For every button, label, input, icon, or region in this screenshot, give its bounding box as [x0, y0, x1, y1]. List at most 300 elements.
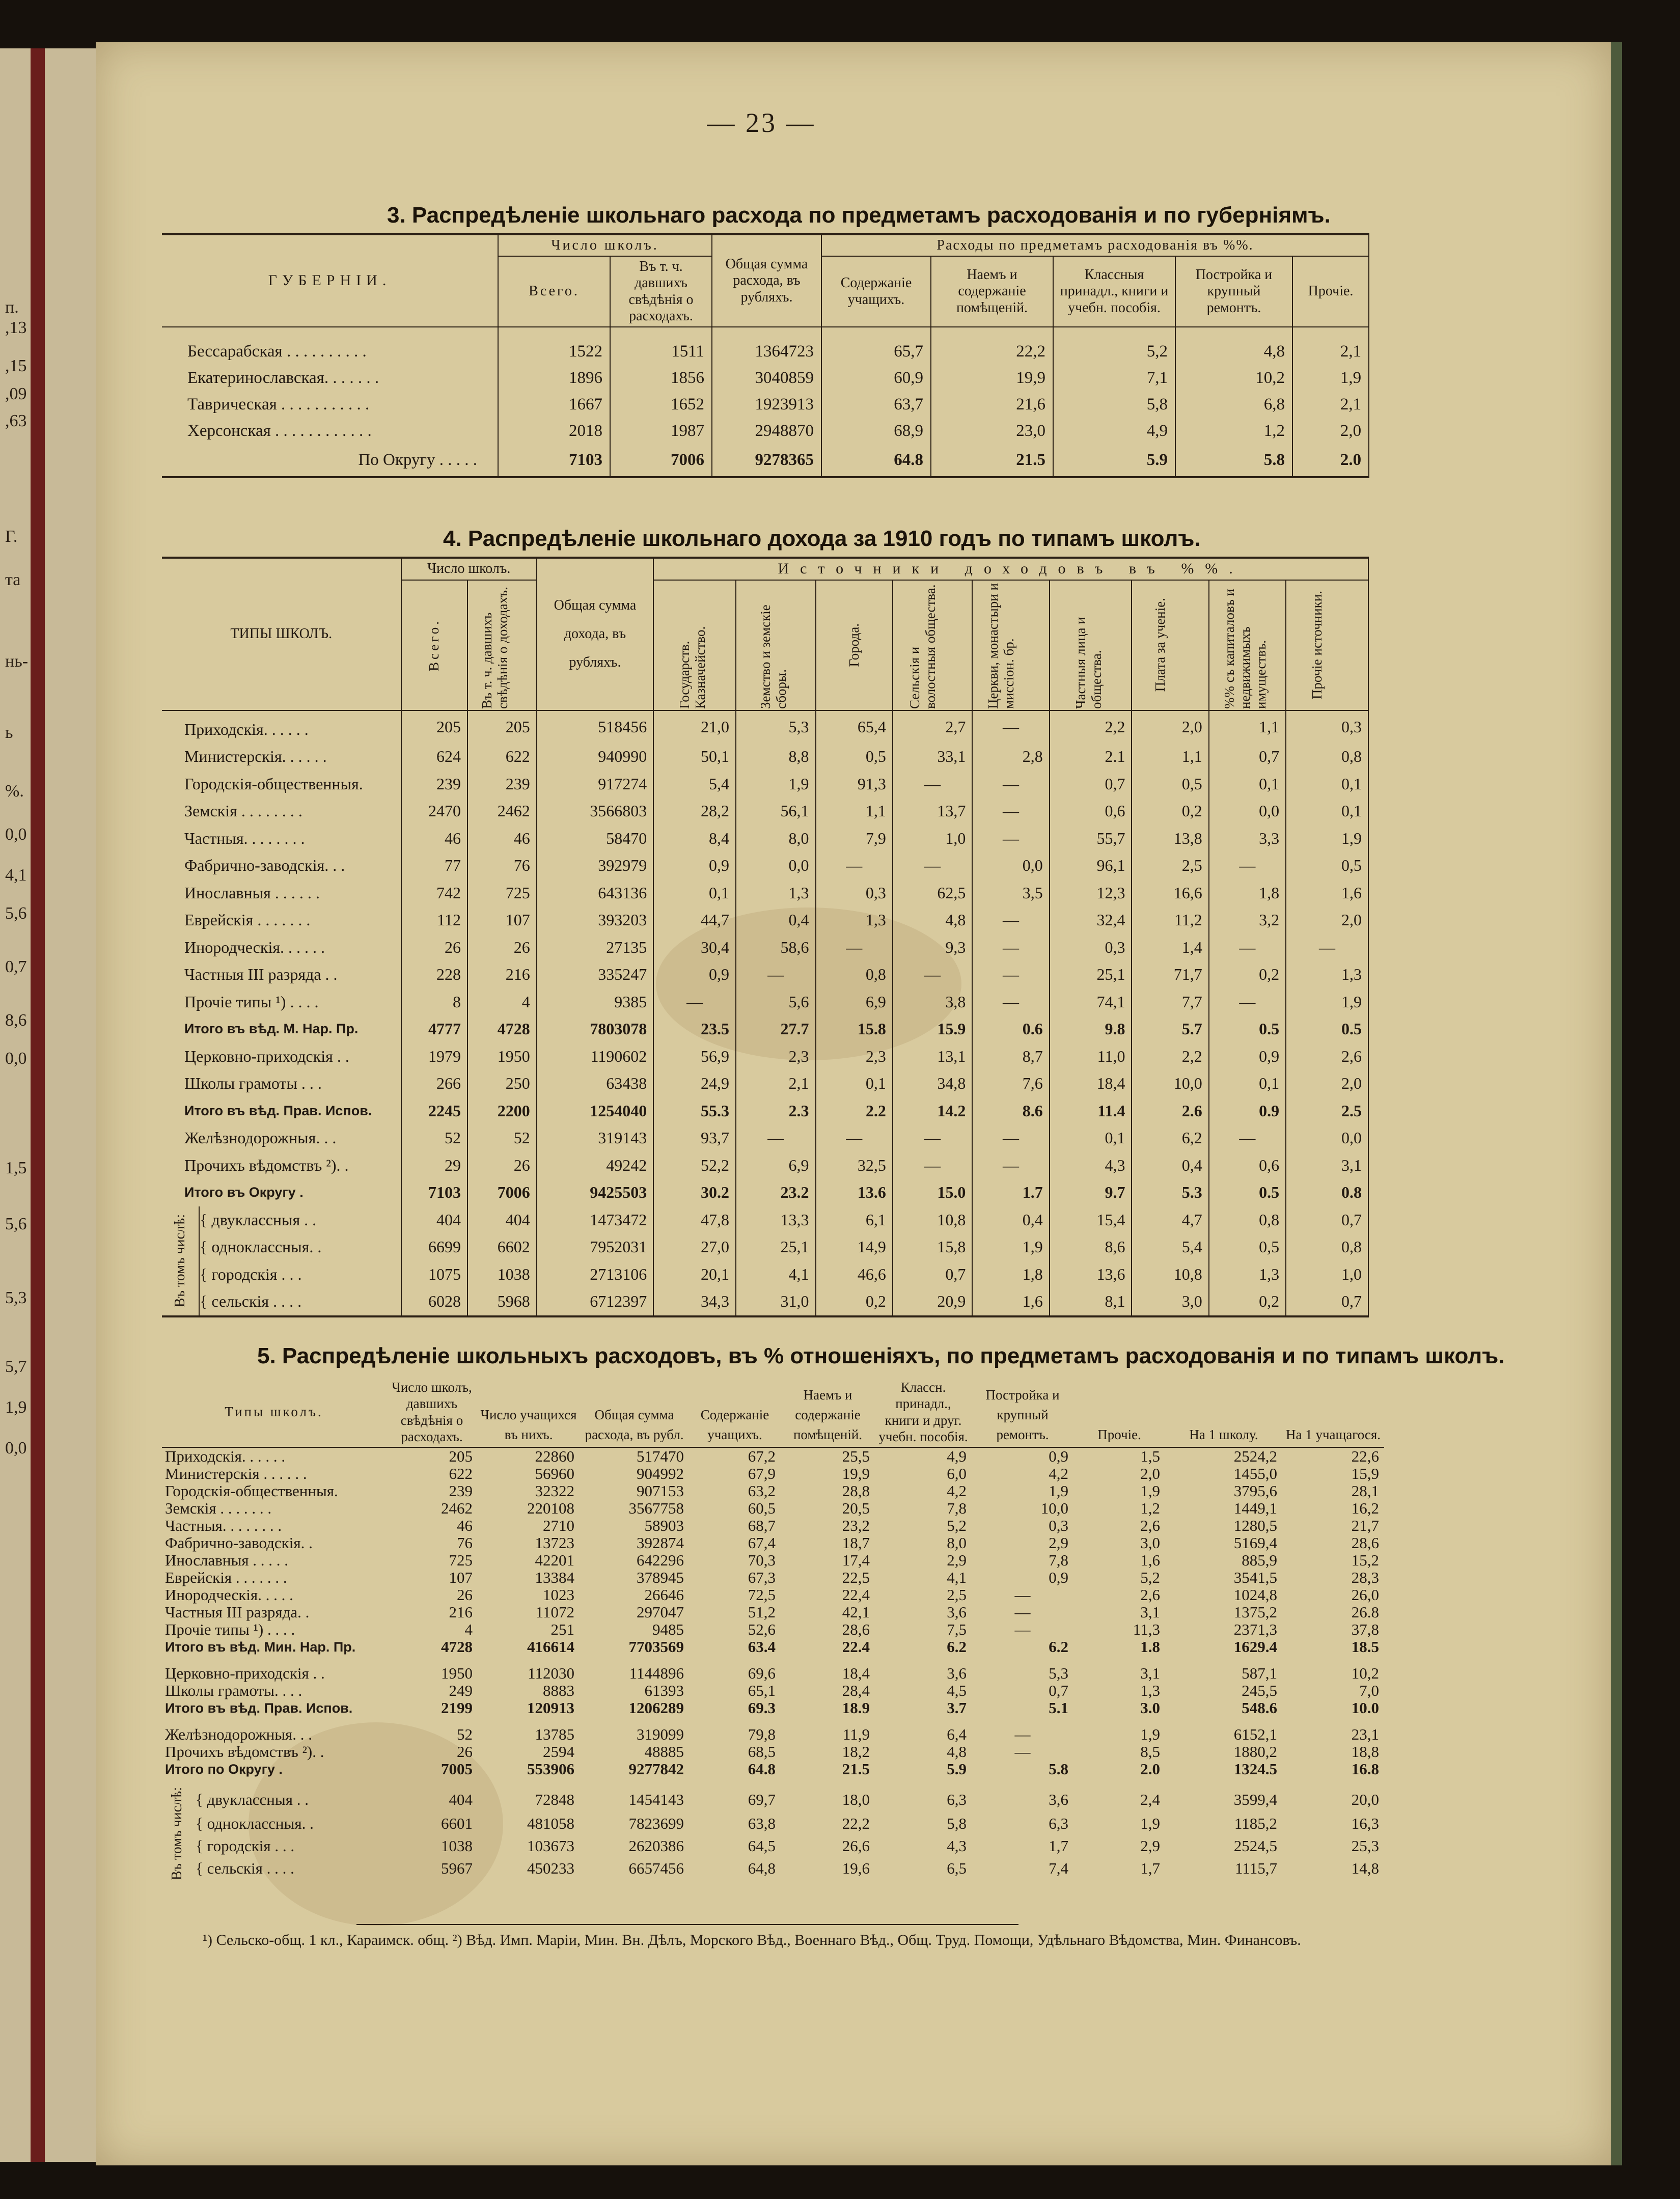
cell-value: 0.9 — [1209, 1097, 1286, 1125]
cell-value: 51,2 — [748, 1603, 776, 1621]
margin-fragment: ,63 — [5, 411, 27, 430]
cell-value: 4,9 — [1053, 418, 1175, 445]
header-expenses-group: Расходы по предметамъ расходованія въ %%. — [821, 234, 1369, 256]
table-row — [162, 1152, 1368, 1179]
cell-value: 0,1 — [653, 879, 736, 907]
cell-value: 249 — [449, 1681, 473, 1699]
table-row — [162, 798, 1368, 825]
cell-value: 642296 — [637, 1551, 684, 1569]
header-total: Всего. — [401, 580, 467, 710]
cell-value: 0,1 — [1050, 1124, 1132, 1152]
cell-value: 46,6 — [816, 1261, 893, 1288]
header-types: ТИПЫ ШКОЛЪ. — [162, 558, 401, 710]
cell-value: — — [972, 825, 1049, 853]
cell-value: 3,2 — [1209, 906, 1286, 934]
cell-value: 2470 — [401, 798, 467, 825]
cell-value: 5.8 — [1049, 1760, 1069, 1778]
cell-value: 5,2 — [947, 1516, 967, 1534]
cell-value: 2.0 — [1140, 1760, 1161, 1778]
cell-value: — — [972, 710, 1049, 744]
cell-value: 0,8 — [1209, 1206, 1286, 1234]
cell-value: 52 — [457, 1725, 473, 1743]
cell-value: 0,6 — [1209, 1152, 1286, 1179]
cell-value: 0,4 — [736, 906, 816, 934]
table-total-row — [162, 1179, 1368, 1206]
cell-value: 0,5 — [1132, 771, 1208, 798]
cell-value: 26 — [457, 1742, 473, 1761]
header-h2: Число учащихся въ нихъ. — [480, 1407, 577, 1443]
header-h6: Классн. принадл., книги и друг. учебн. пособія. — [878, 1380, 968, 1445]
cell-value: 19,9 — [842, 1464, 870, 1482]
cell-value: 0,5 — [816, 743, 893, 771]
cell-value: 7,8 — [1049, 1551, 1069, 1569]
cell-value: 2,4 — [1140, 1790, 1161, 1808]
row-label: { городскія . . . — [196, 1837, 295, 1855]
cell-value: 5,8 — [947, 1814, 967, 1832]
margin-fragment: 0,0 — [5, 1049, 27, 1068]
row-label: { городскія . . . — [199, 1261, 401, 1288]
cell-value: 205 — [401, 710, 467, 744]
table-row — [162, 1743, 1384, 1761]
cell-value: 5,8 — [1053, 392, 1175, 418]
cell-value: 4,1 — [947, 1568, 967, 1586]
cell-value: 3.7 — [947, 1698, 967, 1717]
cell-value: 297047 — [637, 1603, 684, 1621]
cell-value: 319143 — [537, 1124, 654, 1152]
cell-value: 52,6 — [748, 1620, 776, 1638]
row-label: Церковно-приходскія . . — [165, 1664, 325, 1682]
table-row — [162, 392, 1369, 418]
cell-value: 8.6 — [972, 1097, 1049, 1125]
table-row — [162, 1552, 1384, 1569]
cell-value: 2,3 — [736, 1043, 816, 1070]
table4-body — [162, 710, 1368, 1316]
cell-value: 416614 — [527, 1637, 575, 1656]
cell-value: 60,9 — [821, 365, 931, 392]
cell-value: 1075 — [401, 1261, 467, 1288]
cell-value: 9385 — [537, 988, 654, 1016]
header-types: Типы школъ. — [225, 1404, 323, 1420]
table-row — [162, 852, 1368, 879]
table-row — [162, 934, 1368, 961]
margin-fragment: Г. — [5, 527, 18, 546]
cell-value: 23,0 — [931, 418, 1053, 445]
row-label: Земскія . . . . . . . . — [162, 798, 401, 825]
cell-value: 11.4 — [1050, 1097, 1132, 1125]
cell-value: 107 — [467, 906, 537, 934]
cell-value: 1,2 — [1140, 1499, 1161, 1517]
cell-value: 392874 — [637, 1533, 684, 1552]
cell-value: 7823699 — [628, 1814, 684, 1832]
cell-value: 13723 — [535, 1533, 575, 1552]
margin-fragment: ,13 — [5, 318, 27, 337]
cell-value: 2018 — [498, 418, 610, 445]
margin-fragment: %. — [5, 782, 24, 801]
cell-value: 518456 — [537, 710, 654, 744]
cell-value: 31,0 — [736, 1288, 816, 1316]
cell-value: 55.3 — [653, 1097, 736, 1125]
cell-value: 22860 — [478, 1447, 580, 1465]
cell-value: 1324.5 — [1233, 1760, 1278, 1778]
cell-value: 67,3 — [748, 1568, 776, 1586]
cell-value: 0,1 — [1286, 771, 1368, 798]
cell-value: 3567758 — [628, 1499, 684, 1517]
cell-value: 20,0 — [1351, 1790, 1380, 1808]
cell-value: 64.8 — [748, 1760, 776, 1778]
cell-value: 107 — [449, 1568, 473, 1586]
cell-value: 904992 — [637, 1464, 684, 1482]
cell-value: 6,2 — [1132, 1124, 1208, 1152]
facing-page-fragments — [0, 61, 84, 1538]
table-row — [162, 1621, 1384, 1638]
header-h10: На 1 учащагося. — [1285, 1427, 1381, 1443]
cell-value: 13,1 — [893, 1043, 973, 1070]
cell-value: 1,3 — [1140, 1681, 1161, 1699]
cell-value: 28,2 — [653, 798, 736, 825]
cell-value: 103673 — [527, 1837, 575, 1855]
cell-value: 68,5 — [748, 1742, 776, 1761]
cell-value: 3,6 — [947, 1664, 967, 1682]
header-total: Всего. — [498, 256, 610, 327]
cell-value: 0,9 — [653, 852, 736, 879]
cell-value: 0,8 — [1286, 743, 1368, 771]
cell-value: 21,0 — [653, 710, 736, 744]
table5-title: 5. Распредѣленіе школьныхъ расходовъ, въ % отношеніяхъ, по предметамъ расходованія и по типамъ школъ. — [257, 1343, 1505, 1368]
cell-value: 2,6 — [1140, 1516, 1161, 1534]
cell-value: 13,3 — [736, 1206, 816, 1234]
cell-value: 7,5 — [947, 1620, 967, 1638]
header-schools-group: Число школъ. — [401, 558, 537, 580]
cell-value: 228 — [401, 961, 467, 988]
header-s2: Земство и земскіе сборы. — [736, 580, 816, 710]
cell-value: 8 — [401, 988, 467, 1016]
cell-value: 742 — [401, 879, 467, 907]
margin-fragment: 5,7 — [5, 1357, 27, 1376]
table-row — [162, 1043, 1368, 1070]
cell-value: 0,2 — [816, 1288, 893, 1316]
cell-value: 65,1 — [748, 1681, 776, 1699]
footnote-rule — [356, 1924, 1018, 1925]
cell-value: 450233 — [527, 1859, 575, 1878]
cell-value: 10,2 — [1351, 1664, 1380, 1682]
header-with-info: Въ т. ч. давшихъ свѣдѣнія о доходахъ. — [467, 580, 537, 710]
cell-value: 2,0 — [1292, 418, 1369, 445]
row-label: Церковно-приходскія . . — [162, 1043, 401, 1070]
cell-value: 67,9 — [748, 1464, 776, 1482]
cell-value: 11,2 — [1132, 906, 1208, 934]
cell-value: 24,9 — [653, 1070, 736, 1097]
cell-value: 1,9 — [736, 771, 816, 798]
cell-value: 0,2 — [1132, 798, 1208, 825]
cell-value: — — [972, 906, 1049, 934]
row-label: Приходскія. . . . . . — [162, 1447, 386, 1465]
table-row — [162, 1569, 1384, 1586]
row-label: Прочихъ вѣдомствъ ²). . — [165, 1742, 324, 1761]
cell-value: 79,8 — [748, 1725, 776, 1743]
cell-value: 74,1 — [1050, 988, 1132, 1016]
cell-value: 2.2 — [816, 1097, 893, 1125]
cell-value: 9,3 — [893, 934, 973, 961]
cell-value: 23,1 — [1351, 1725, 1380, 1743]
cell-value: 16,2 — [1351, 1499, 1380, 1517]
cell-value: 112 — [401, 906, 467, 934]
cell-value: 67,4 — [748, 1533, 776, 1552]
cell-value: 1629.4 — [1233, 1637, 1278, 1656]
cell-value: 6,8 — [1175, 392, 1292, 418]
cell-value: 0,1 — [1209, 771, 1286, 798]
cell-value: 63,8 — [748, 1814, 776, 1832]
cell-value: 1023 — [543, 1585, 575, 1604]
cell-value: 2,9 — [1140, 1837, 1161, 1855]
header-h1: Число школъ, давшихъ свѣдѣнія о расходахъ. — [392, 1380, 472, 1445]
header-h7: Постройка и крупный ремонтъ. — [985, 1387, 1060, 1443]
cell-value: 72848 — [535, 1790, 575, 1808]
cell-value: 1,1 — [816, 798, 893, 825]
cell-value: 205 — [467, 710, 537, 744]
cell-value: 1,9 — [1140, 1725, 1161, 1743]
cell-value: 22,5 — [842, 1568, 870, 1586]
cell-value: 2,0 — [1132, 710, 1208, 744]
cell-value: 55,7 — [1050, 825, 1132, 853]
row-label: Частныя III разряда. . — [165, 1603, 310, 1621]
cell-value: 27.7 — [736, 1015, 816, 1043]
cell-value: 28,8 — [842, 1481, 870, 1500]
cell-value: 4,2 — [1049, 1464, 1069, 1482]
margin-fragment: 0,0 — [5, 825, 27, 844]
cell-value: 6699 — [401, 1233, 467, 1261]
cell-value: 2,1 — [1292, 327, 1369, 365]
cell-value: 25,1 — [1050, 961, 1132, 988]
cell-value: 1,0 — [1286, 1261, 1368, 1288]
cell-value: 5.9 — [947, 1760, 967, 1778]
cell-value: 1449,1 — [1233, 1499, 1278, 1517]
cell-value: 96,1 — [1050, 852, 1132, 879]
table-total-row — [162, 445, 1369, 477]
cell-value: 1,3 — [736, 879, 816, 907]
header-c5: Прочіе. — [1292, 256, 1369, 327]
table-total-row — [162, 1015, 1368, 1043]
cell-value: 30.2 — [653, 1179, 736, 1206]
cell-value: 7,4 — [1049, 1859, 1069, 1878]
cell-value: 6,0 — [947, 1464, 967, 1482]
cell-value: 76 — [457, 1533, 473, 1552]
cell-value: 63.4 — [748, 1637, 776, 1656]
cell-value: 58470 — [537, 825, 654, 853]
cell-value: 1,9 — [1140, 1814, 1161, 1832]
cell-value: 25,3 — [1351, 1837, 1380, 1855]
cell-value: 624 — [401, 743, 467, 771]
cell-value: 6152,1 — [1233, 1725, 1278, 1743]
cell-value: 18.5 — [1351, 1637, 1380, 1656]
cell-value: 940990 — [537, 743, 654, 771]
cell-value: 216 — [449, 1603, 473, 1621]
header-c2: Наемъ и содержаніе помѣщеній. — [931, 256, 1053, 327]
cell-value: 1880,2 — [1233, 1742, 1278, 1761]
cell-value: 220108 — [527, 1499, 575, 1517]
cell-value: 335247 — [537, 961, 654, 988]
cell-value: 4728 — [467, 1015, 537, 1043]
cell-value: 26 — [457, 1585, 473, 1604]
cell-value: 0,7 — [1209, 743, 1286, 771]
cell-value: 0,1 — [1209, 1070, 1286, 1097]
table-row — [162, 418, 1369, 445]
cell-value: 14,9 — [816, 1233, 893, 1261]
row-label: { сельскія . . . . — [196, 1859, 294, 1878]
cell-value: 4,7 — [1132, 1206, 1208, 1234]
margin-fragment: ,09 — [5, 384, 27, 403]
cell-value: — — [816, 852, 893, 879]
cell-value: 3,3 — [1209, 825, 1286, 853]
cell-value: 0,7 — [1286, 1206, 1368, 1234]
cell-value: 2,5 — [947, 1585, 967, 1604]
cell-value: 4,8 — [893, 906, 973, 934]
cell-value: 0,0 — [1286, 1124, 1368, 1152]
cell-value: 1,9 — [1140, 1481, 1161, 1500]
cell-value: 1.8 — [1140, 1637, 1161, 1656]
cell-value: 1,3 — [816, 906, 893, 934]
cell-value: 1,3 — [1209, 1261, 1286, 1288]
cell-value: 56,9 — [653, 1043, 736, 1070]
cell-value: 0,7 — [893, 1261, 973, 1288]
header-s8: %% съ капиталовъ и недвижимыхъ имуществъ. — [1209, 580, 1286, 710]
cell-value: 5,3 — [736, 710, 816, 744]
table-row — [162, 1288, 1368, 1316]
cell-value: 239 — [467, 771, 537, 798]
cell-value: 13,8 — [1132, 825, 1208, 853]
table-row — [162, 1482, 1384, 1500]
table-row — [162, 327, 1369, 365]
row-label: Инородческія. . . . . — [165, 1585, 293, 1604]
cell-value: 68,7 — [748, 1516, 776, 1534]
cell-value: 71,7 — [1132, 961, 1208, 988]
cell-value: 1,6 — [1140, 1551, 1161, 1569]
cell-value: 7952031 — [537, 1233, 654, 1261]
cell-value: 20,5 — [842, 1499, 870, 1517]
cell-value: 2,8 — [972, 743, 1049, 771]
cell-value: 50,1 — [653, 743, 736, 771]
header-h9: На 1 школу. — [1189, 1427, 1258, 1443]
cell-value: — — [972, 1124, 1049, 1152]
cell-value: 266 — [401, 1070, 467, 1097]
cell-value: 7,8 — [947, 1499, 967, 1517]
cell-value: 0,9 — [972, 1447, 1073, 1465]
table-row — [162, 1070, 1368, 1097]
cell-value: 2245 — [401, 1097, 467, 1125]
header-s1: Государств. Казначейство. — [653, 580, 736, 710]
table-row — [162, 1586, 1384, 1604]
cell-value: 6,3 — [947, 1790, 967, 1808]
cell-value: 7006 — [610, 445, 712, 477]
table-row — [162, 1261, 1368, 1288]
cell-value: 0,4 — [1132, 1152, 1208, 1179]
cell-value: 18,4 — [842, 1664, 870, 1682]
cell-value: 3,8 — [893, 988, 973, 1016]
cell-value: 26,6 — [842, 1837, 870, 1855]
table3-header-row — [162, 234, 1369, 256]
cell-value: 6,9 — [736, 1152, 816, 1179]
cell-value: 112030 — [528, 1664, 575, 1682]
cell-value: 392979 — [537, 852, 654, 879]
row-label: Министерскія . . . . . . — [165, 1464, 307, 1482]
cell-value: 21.5 — [842, 1760, 870, 1778]
cell-value: — — [893, 771, 973, 798]
cell-value: 0,7 — [1286, 1288, 1368, 1316]
table5 — [162, 1378, 1384, 1880]
cell-value: 0,2 — [1209, 961, 1286, 988]
cell-value: 19,6 — [842, 1859, 870, 1878]
cell-value: 4,8 — [1175, 327, 1292, 365]
cell-value: 0,5 — [1286, 852, 1368, 879]
cell-value: 2,5 — [1132, 852, 1208, 879]
cell-value: 1,1 — [1209, 710, 1286, 744]
header-s5: Церкви, монастыри и миссіон. бр. — [972, 580, 1049, 710]
cell-value: 0,1 — [1286, 798, 1368, 825]
cell-value: 33,1 — [893, 743, 973, 771]
cell-value: 0,5 — [1209, 1233, 1286, 1261]
header-with-info: Въ т. ч. давшихъ свѣдѣнія о расходахъ. — [610, 256, 712, 327]
cell-value: 8,1 — [1050, 1288, 1132, 1316]
cell-value: 1115,7 — [1235, 1859, 1278, 1878]
cell-value: 13,6 — [1050, 1261, 1132, 1288]
cell-value: 2.5 — [1286, 1097, 1368, 1125]
cell-value: 1950 — [441, 1664, 473, 1682]
cell-value: 9278365 — [712, 445, 821, 477]
cell-value: 1455,0 — [1233, 1464, 1278, 1482]
cell-value: 0.8 — [1286, 1179, 1368, 1206]
table-row — [162, 1447, 1384, 1465]
footnote: ¹) Сельско-общ. 1 кл., Караимск. общ. ²) Вѣд. Имп. Маріи, Мин. Вн. Дѣлъ, Морского Вѣд., Военнаго Вѣд., Общ. Труд. Помощи, Удѣльнаго Вѣдомства, Мин. Финансовъ. — [203, 1932, 1301, 1948]
cell-value: 0,8 — [1286, 1233, 1368, 1261]
header-c3: Классныя принадл., книги и учебн. пособія. — [1053, 256, 1175, 327]
table-row — [162, 825, 1368, 853]
margin-fragment: 0,0 — [5, 1439, 27, 1458]
cell-value: 25,5 — [781, 1447, 875, 1465]
cell-value: 4,3 — [1050, 1152, 1132, 1179]
row-label: Итого въ вѣд. Прав. Испов. — [162, 1097, 401, 1125]
cell-value: 0,9 — [1049, 1568, 1069, 1586]
cell-value: 239 — [449, 1481, 473, 1500]
cell-value: — — [972, 771, 1049, 798]
row-label: Инородческія. . . . . . — [162, 934, 401, 961]
cell-value: 1375,2 — [1233, 1603, 1278, 1621]
cell-value: 5,2 — [1140, 1568, 1161, 1586]
margin-fragment: 8,6 — [5, 1011, 27, 1030]
cell-value: 58,6 — [736, 934, 816, 961]
cell-value: — — [972, 934, 1049, 961]
row-label: Херсонская . . . . . . . . . . . . — [162, 418, 498, 445]
cell-value: 205 — [386, 1447, 478, 1465]
cell-value: 26 — [467, 934, 537, 961]
cell-value: 6.2 — [1049, 1637, 1069, 1656]
cell-value: 64.8 — [821, 445, 931, 477]
cell-value: 725 — [467, 879, 537, 907]
cell-value: 5,4 — [1132, 1233, 1208, 1261]
cell-value: 2199 — [441, 1698, 473, 1717]
cell-value: 481058 — [527, 1814, 575, 1832]
cell-value: 23.5 — [653, 1015, 736, 1043]
row-label: Школы грамоты. . . . — [165, 1681, 302, 1699]
table-total-row — [162, 1761, 1384, 1778]
cell-value: 30,4 — [653, 934, 736, 961]
cell-value: 18.9 — [842, 1698, 870, 1717]
cell-value: 14,8 — [1351, 1859, 1380, 1878]
cell-value: 69.3 — [748, 1698, 776, 1717]
cell-value: — — [1014, 1603, 1031, 1621]
cell-value: 2524,2 — [1165, 1447, 1282, 1465]
cell-value: 11,9 — [842, 1725, 870, 1743]
cell-value: 1987 — [610, 418, 712, 445]
header-s4: Сельскія и волостныя общества. — [893, 580, 973, 710]
